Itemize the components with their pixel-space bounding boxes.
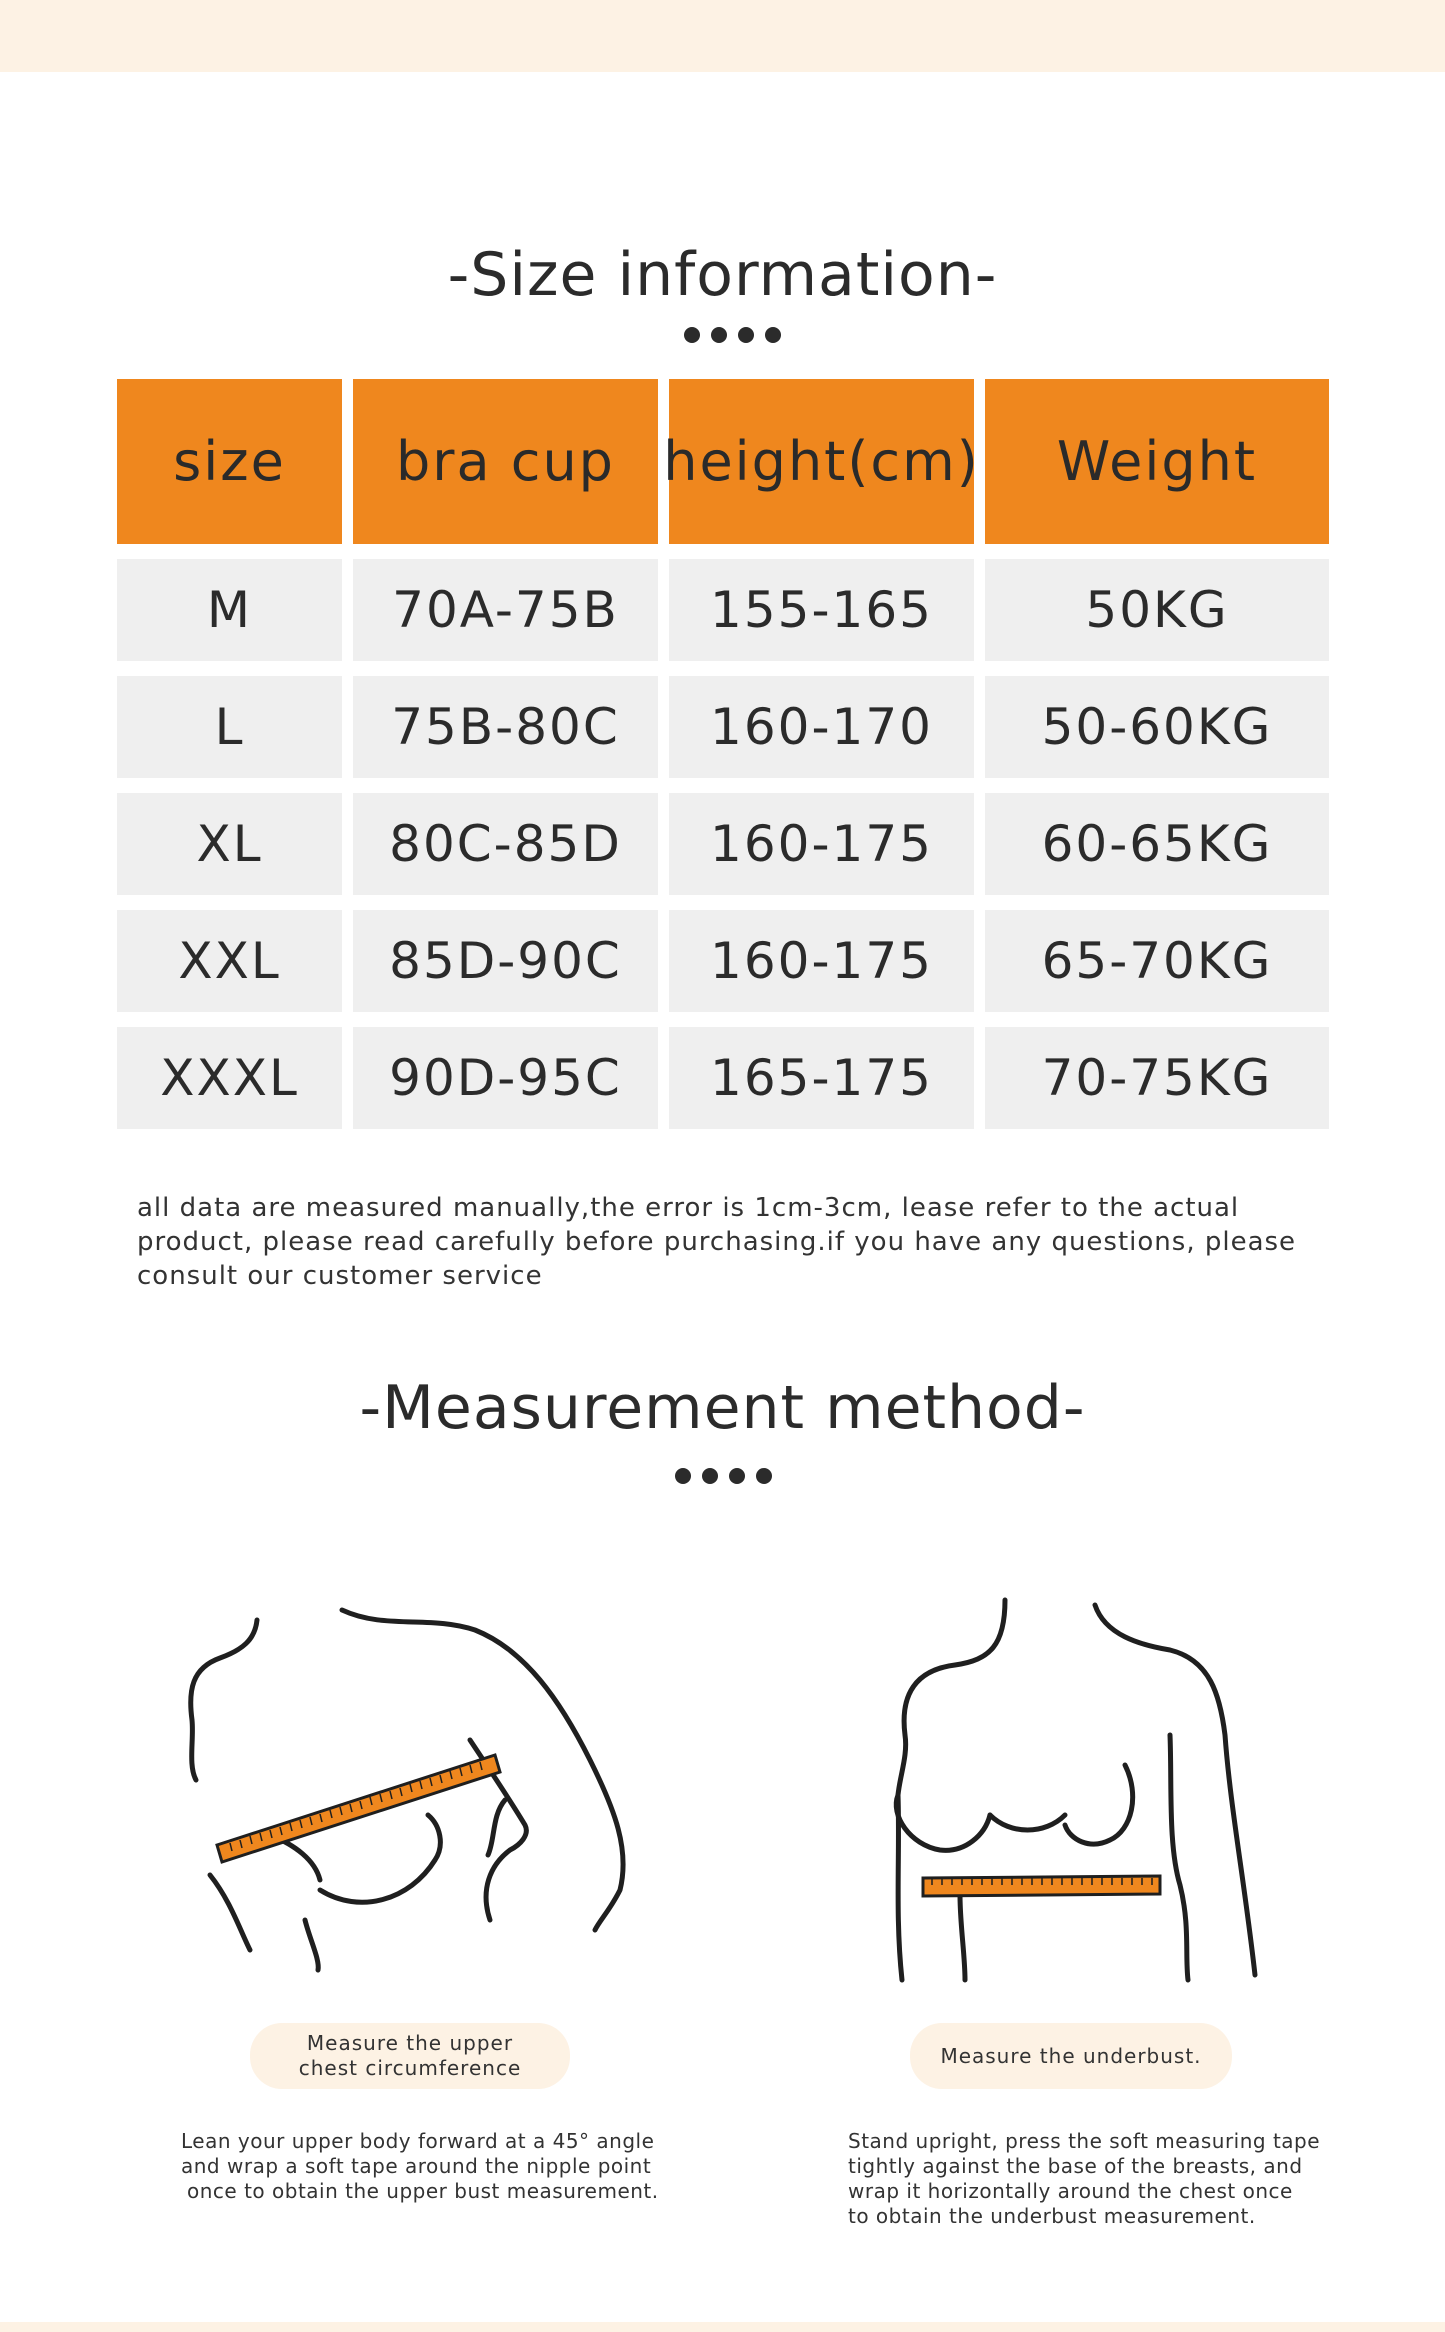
cell-weight: 70-75KG xyxy=(985,1027,1329,1129)
measurement-note: all data are measured manually,the error is 1cm-3cm, lease refer to the actual product, please read carefully before purchasing.if you have any questions, please consult our customer service xyxy=(137,1193,1297,1291)
cell-bra-cup: 80C-85D xyxy=(353,793,658,895)
size-table xyxy=(117,379,1329,1144)
table-row xyxy=(117,793,1329,895)
table-row xyxy=(117,559,1329,661)
cell-size: XL xyxy=(117,793,342,895)
upper-chest-label xyxy=(250,2023,570,2089)
underbust-caption xyxy=(848,2129,1328,2229)
header-weight: Weight xyxy=(985,379,1329,544)
caption-line: wrap it horizontally around the chest once xyxy=(848,2179,1293,2203)
cell-bra-cup: 75B-80C xyxy=(353,676,658,778)
upper-chest-label-line2: chest circumference xyxy=(298,2056,522,2080)
cell-height: 155-165 xyxy=(669,559,974,661)
cell-weight: 50-60KG xyxy=(985,676,1329,778)
cell-size: XXL xyxy=(117,910,342,1012)
cell-size: L xyxy=(117,676,342,778)
size-info-title: -Size information- xyxy=(447,240,998,310)
cell-bra-cup: 70A-75B xyxy=(353,559,658,661)
caption-line: to obtain the underbust measurement. xyxy=(848,2204,1256,2228)
underbust-label: Measure the underbust. xyxy=(910,2023,1232,2089)
upper-chest-caption xyxy=(181,2129,661,2204)
caption-line: and wrap a soft tape around the nipple point xyxy=(181,2154,652,2178)
cell-size: XXXL xyxy=(117,1027,342,1129)
header-bra-cup: bra cup xyxy=(353,379,658,544)
header-size: size xyxy=(117,379,342,544)
cell-weight: 50KG xyxy=(985,559,1329,661)
upper-bust-figure xyxy=(170,1590,650,2010)
table-row xyxy=(117,676,1329,778)
title-dots xyxy=(675,1468,772,1484)
bottom-band xyxy=(0,2322,1445,2332)
header-height: height(cm) xyxy=(669,379,974,544)
measuring-tape xyxy=(217,1755,500,1862)
cell-height: 160-175 xyxy=(669,793,974,895)
measuring-tape xyxy=(923,1876,1160,1896)
table-header-row xyxy=(117,379,1329,544)
caption-line: once to obtain the upper bust measurement. xyxy=(187,2179,659,2203)
table-row xyxy=(117,910,1329,1012)
measurement-title: -Measurement method- xyxy=(359,1373,1086,1443)
cell-weight: 60-65KG xyxy=(985,793,1329,895)
cell-height: 165-175 xyxy=(669,1027,974,1129)
underbust-figure xyxy=(870,1585,1290,2005)
cell-weight: 65-70KG xyxy=(985,910,1329,1012)
caption-line: tightly against the base of the breasts, and xyxy=(848,2154,1303,2178)
table-row xyxy=(117,1027,1329,1129)
caption-line: Stand upright, press the soft measuring tape xyxy=(848,2129,1321,2153)
caption-line: Lean your upper body forward at a 45° angle xyxy=(181,2129,655,2153)
upper-chest-label-line1: Measure the upper xyxy=(306,2031,514,2055)
cell-bra-cup: 85D-90C xyxy=(353,910,658,1012)
cell-height: 160-170 xyxy=(669,676,974,778)
cell-bra-cup: 90D-95C xyxy=(353,1027,658,1129)
title-dots xyxy=(684,327,781,343)
cell-height: 160-175 xyxy=(669,910,974,1012)
cell-size: M xyxy=(117,559,342,661)
top-band xyxy=(0,0,1445,72)
